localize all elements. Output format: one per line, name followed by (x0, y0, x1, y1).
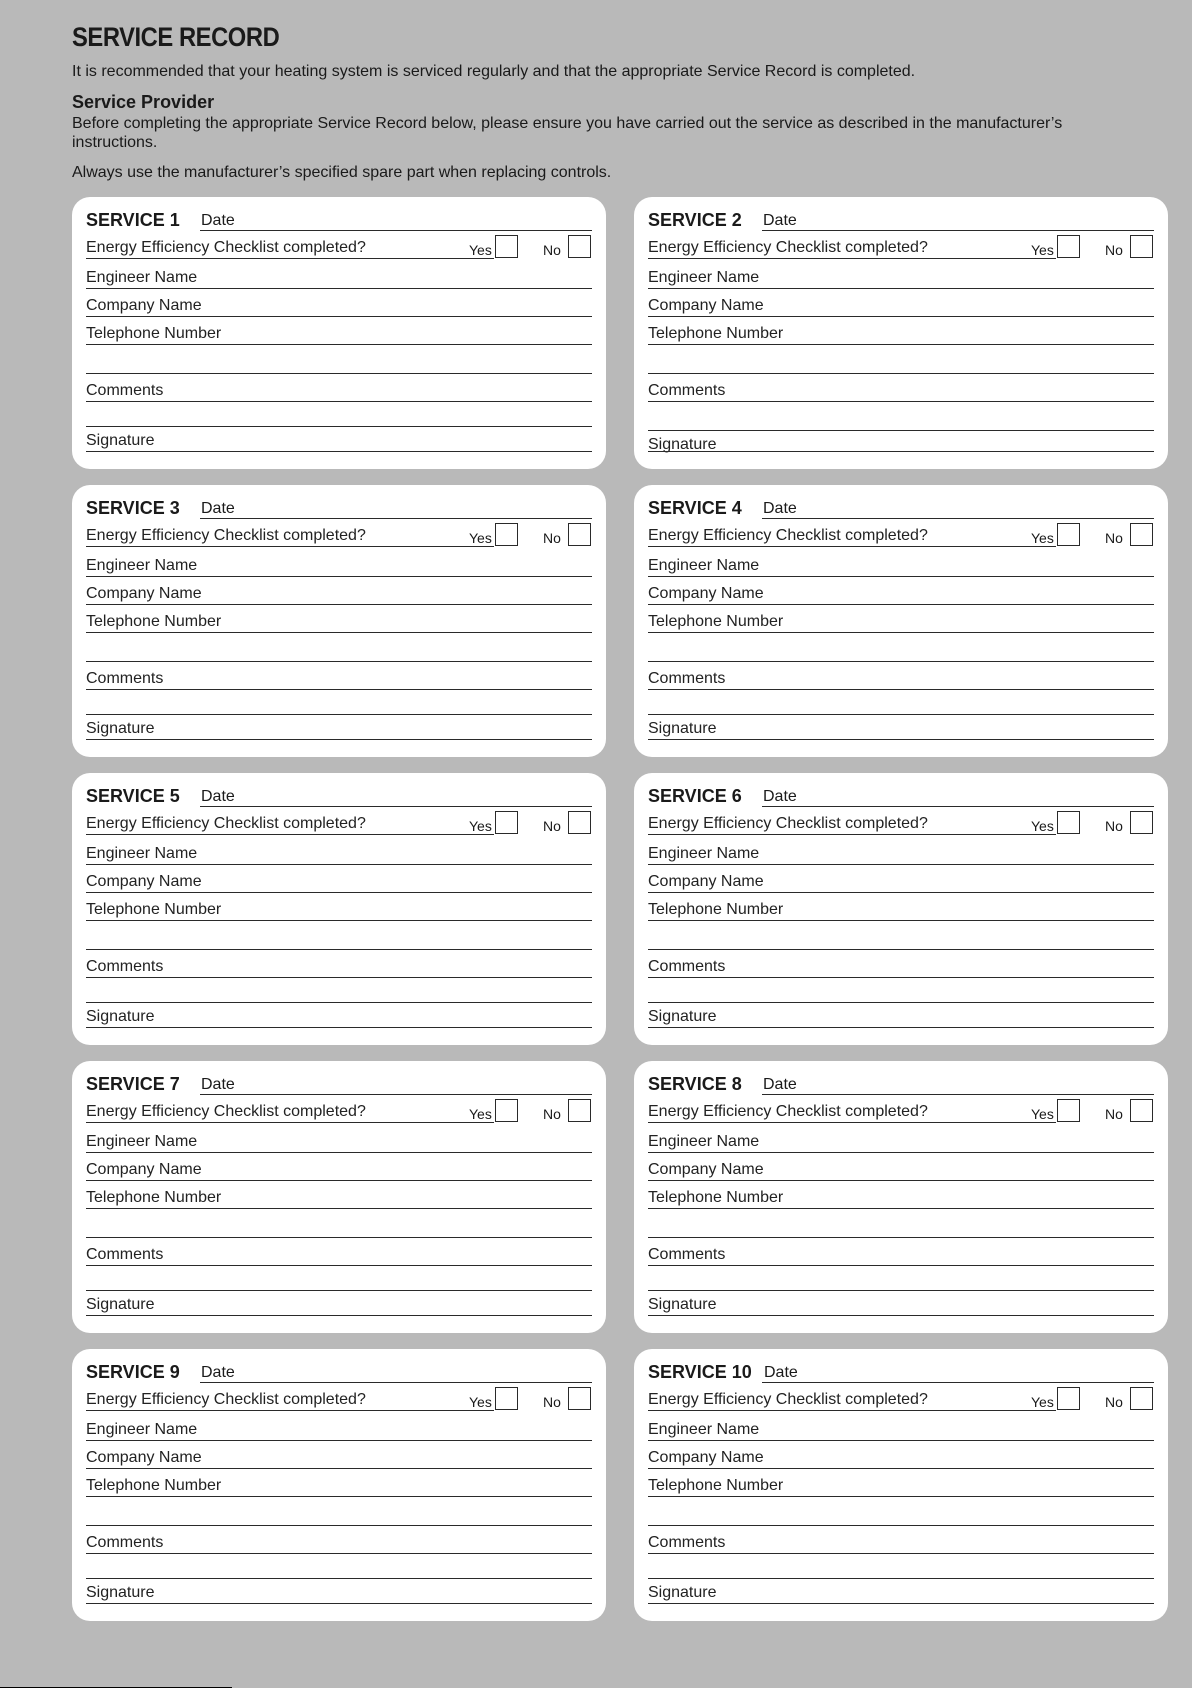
telephone-label: Telephone Number (648, 901, 784, 918)
no-checkbox[interactable] (568, 1099, 591, 1122)
engineer-name-field[interactable] (648, 576, 1154, 577)
comments-label: Comments (86, 382, 164, 399)
engineer-name-field[interactable] (86, 1440, 592, 1441)
telephone-number-field[interactable] (86, 1496, 592, 1497)
date-label: Date (201, 1076, 235, 1093)
yes-checkbox[interactable] (495, 523, 518, 546)
yes-label: Yes (1031, 1106, 1054, 1122)
date-label: Date (201, 788, 235, 805)
engineer-label: Engineer Name (648, 1421, 760, 1438)
yes-label: Yes (469, 1106, 492, 1122)
date-label: Date (763, 1076, 797, 1093)
no-label: No (543, 1106, 561, 1122)
date-label: Date (763, 500, 797, 517)
service-card-body (648, 773, 1154, 1045)
comments-field[interactable] (86, 689, 592, 690)
yes-label: Yes (469, 242, 492, 258)
service-card-body (86, 197, 592, 469)
page-title: SERVICE RECORD (72, 22, 280, 52)
yes-checkbox[interactable] (1057, 1099, 1080, 1122)
telephone-label: Telephone Number (86, 901, 222, 918)
engineer-label: Engineer Name (648, 1133, 760, 1150)
company-label: Company Name (648, 1161, 764, 1178)
checklist-label: Energy Efficiency Checklist completed? (86, 1391, 366, 1408)
company-label: Company Name (86, 585, 202, 602)
service-card (72, 773, 606, 1045)
no-label: No (543, 530, 561, 546)
telephone-number-field[interactable] (648, 632, 1154, 633)
yes-label: Yes (469, 530, 492, 546)
comments-field[interactable] (648, 401, 1154, 402)
comments-extra-line[interactable] (648, 430, 1154, 431)
service-card-body (648, 1349, 1154, 1621)
comments-field[interactable] (648, 977, 1154, 978)
checklist-label: Energy Efficiency Checklist completed? (648, 239, 928, 256)
comments-label: Comments (86, 958, 164, 975)
checklist-rule (648, 1122, 1056, 1123)
service-title: SERVICE 2 (648, 210, 742, 230)
service-card-body (648, 197, 1154, 469)
engineer-name-field[interactable] (86, 288, 592, 289)
comments-extra-line[interactable] (648, 714, 1154, 715)
date-field[interactable] (762, 518, 1154, 519)
engineer-label: Engineer Name (86, 1133, 198, 1150)
engineer-label: Engineer Name (648, 269, 760, 286)
telephone-number-field[interactable] (86, 1208, 592, 1209)
signature-field[interactable] (86, 1027, 592, 1028)
comments-label: Comments (648, 1246, 726, 1263)
telephone-extra-line[interactable] (648, 949, 1154, 950)
comments-field[interactable] (86, 977, 592, 978)
service-title: SERVICE 7 (86, 1074, 180, 1094)
checklist-label: Energy Efficiency Checklist completed? (86, 239, 366, 256)
no-checkbox[interactable] (1130, 523, 1153, 546)
yes-checkbox[interactable] (1057, 811, 1080, 834)
signature-field[interactable] (648, 451, 1154, 452)
company-name-field[interactable] (648, 1180, 1154, 1181)
comments-label: Comments (86, 1534, 164, 1551)
comments-label: Comments (648, 670, 726, 687)
company-label: Company Name (648, 297, 764, 314)
yes-label: Yes (1031, 242, 1054, 258)
date-label: Date (201, 212, 235, 229)
yes-label: Yes (1031, 818, 1054, 834)
no-checkbox[interactable] (1130, 1387, 1153, 1410)
service-title: SERVICE 9 (86, 1362, 180, 1382)
company-label: Company Name (86, 1449, 202, 1466)
comments-extra-line[interactable] (86, 1290, 592, 1291)
date-field[interactable] (200, 1382, 592, 1383)
service-card (634, 485, 1168, 757)
telephone-extra-line[interactable] (648, 1525, 1154, 1526)
comments-field[interactable] (648, 1265, 1154, 1266)
no-label: No (1105, 1394, 1123, 1410)
telephone-label: Telephone Number (648, 325, 784, 342)
checklist-label: Energy Efficiency Checklist completed? (648, 1391, 928, 1408)
signature-field[interactable] (648, 739, 1154, 740)
engineer-label: Engineer Name (648, 845, 760, 862)
no-checkbox[interactable] (568, 811, 591, 834)
no-label: No (543, 1394, 561, 1410)
telephone-label: Telephone Number (86, 613, 222, 630)
telephone-extra-line[interactable] (86, 373, 592, 374)
signature-label: Signature (648, 1008, 717, 1025)
service-title: SERVICE 5 (86, 786, 180, 806)
engineer-name-field[interactable] (648, 1440, 1154, 1441)
signature-field[interactable] (86, 451, 592, 452)
comments-field[interactable] (86, 401, 592, 402)
service-card (72, 485, 606, 757)
company-name-field[interactable] (86, 316, 592, 317)
checklist-rule (86, 546, 494, 547)
company-label: Company Name (86, 873, 202, 890)
no-label: No (543, 242, 561, 258)
comments-extra-line[interactable] (86, 1002, 592, 1003)
checklist-rule (648, 258, 1056, 259)
date-label: Date (763, 212, 797, 229)
checklist-label: Energy Efficiency Checklist completed? (86, 815, 366, 832)
service-title: SERVICE 10 (648, 1362, 752, 1382)
checklist-rule (648, 834, 1056, 835)
telephone-number-field[interactable] (648, 1208, 1154, 1209)
telephone-extra-line[interactable] (648, 661, 1154, 662)
engineer-label: Engineer Name (86, 269, 198, 286)
checklist-label: Energy Efficiency Checklist completed? (648, 815, 928, 832)
no-checkbox[interactable] (568, 523, 591, 546)
company-label: Company Name (86, 297, 202, 314)
comments-extra-line[interactable] (648, 1290, 1154, 1291)
company-name-field[interactable] (86, 892, 592, 893)
checklist-rule (86, 258, 494, 259)
yes-label: Yes (469, 1394, 492, 1410)
signature-label: Signature (648, 436, 717, 453)
page-header (72, 22, 1132, 182)
checklist-rule (648, 1410, 1056, 1411)
engineer-name-field[interactable] (648, 1152, 1154, 1153)
date-field[interactable] (762, 806, 1154, 807)
telephone-number-field[interactable] (86, 632, 592, 633)
date-field[interactable] (200, 1094, 592, 1095)
telephone-label: Telephone Number (648, 1189, 784, 1206)
comments-label: Comments (648, 382, 726, 399)
no-label: No (1105, 1106, 1123, 1122)
company-name-field[interactable] (648, 1468, 1154, 1469)
service-card-body (86, 773, 592, 1045)
service-card-body (86, 485, 592, 757)
company-label: Company Name (648, 585, 764, 602)
company-name-field[interactable] (648, 604, 1154, 605)
signature-field[interactable] (648, 1603, 1154, 1604)
yes-checkbox[interactable] (495, 1099, 518, 1122)
service-card-body (648, 1061, 1154, 1333)
company-label: Company Name (648, 1449, 764, 1466)
no-label: No (1105, 530, 1123, 546)
service-card-body (86, 1061, 592, 1333)
engineer-label: Engineer Name (648, 557, 760, 574)
service-card (634, 1349, 1168, 1621)
intro-text: It is recommended that your heating system is serviced regularly and that the appropriate Service Record is completed. (72, 63, 916, 80)
service-card (634, 197, 1168, 469)
no-checkbox[interactable] (1130, 1099, 1153, 1122)
telephone-extra-line[interactable] (648, 1237, 1154, 1238)
date-field[interactable] (762, 1382, 1154, 1383)
checklist-rule (86, 1410, 494, 1411)
date-field[interactable] (762, 230, 1154, 231)
no-label: No (543, 818, 561, 834)
no-checkbox[interactable] (568, 235, 591, 258)
signature-label: Signature (648, 1584, 717, 1601)
company-name-field[interactable] (86, 1180, 592, 1181)
date-label: Date (201, 1364, 235, 1381)
telephone-number-field[interactable] (648, 920, 1154, 921)
yes-checkbox[interactable] (495, 235, 518, 258)
comments-extra-line[interactable] (86, 714, 592, 715)
service-card (634, 1061, 1168, 1333)
engineer-name-field[interactable] (86, 1152, 592, 1153)
service-title: SERVICE 8 (648, 1074, 742, 1094)
signature-label: Signature (86, 1008, 155, 1025)
company-label: Company Name (86, 1161, 202, 1178)
signature-field[interactable] (648, 1315, 1154, 1316)
service-card (72, 197, 606, 469)
engineer-name-field[interactable] (86, 864, 592, 865)
telephone-number-field[interactable] (648, 344, 1154, 345)
signature-label: Signature (648, 720, 717, 737)
engineer-name-field[interactable] (648, 864, 1154, 865)
no-label: No (1105, 818, 1123, 834)
signature-label: Signature (86, 432, 155, 449)
yes-label: Yes (1031, 1394, 1054, 1410)
company-name-field[interactable] (86, 1468, 592, 1469)
company-name-field[interactable] (648, 316, 1154, 317)
service-card (72, 1349, 606, 1621)
telephone-label: Telephone Number (86, 1477, 222, 1494)
date-field[interactable] (762, 1094, 1154, 1095)
signature-label: Signature (86, 1296, 155, 1313)
service-title: SERVICE 3 (86, 498, 180, 518)
telephone-extra-line[interactable] (648, 373, 1154, 374)
date-label: Date (763, 788, 797, 805)
comments-extra-line[interactable] (86, 426, 592, 427)
company-name-field[interactable] (86, 604, 592, 605)
telephone-label: Telephone Number (86, 325, 222, 342)
checklist-rule (86, 834, 494, 835)
date-label: Date (201, 500, 235, 517)
no-checkbox[interactable] (1130, 235, 1153, 258)
telephone-label: Telephone Number (648, 613, 784, 630)
service-title: SERVICE 6 (648, 786, 742, 806)
company-name-field[interactable] (648, 892, 1154, 893)
signature-label: Signature (86, 720, 155, 737)
company-label: Company Name (648, 873, 764, 890)
service-card (634, 773, 1168, 1045)
yes-checkbox[interactable] (1057, 523, 1080, 546)
yes-label: Yes (1031, 530, 1054, 546)
signature-field[interactable] (648, 1027, 1154, 1028)
comments-field[interactable] (648, 689, 1154, 690)
date-field[interactable] (200, 806, 592, 807)
comments-extra-line[interactable] (86, 1578, 592, 1579)
date-label: Date (764, 1364, 798, 1381)
instructions-text: Before completing the appropriate Service Record below, please ensure you have carried out the service as described in the manufacturer’s instructions. (72, 115, 1063, 151)
yes-checkbox[interactable] (1057, 235, 1080, 258)
service-provider-heading: Service Provider (72, 92, 215, 112)
engineer-name-field[interactable] (86, 576, 592, 577)
comments-extra-line[interactable] (648, 1002, 1154, 1003)
comments-field[interactable] (86, 1265, 592, 1266)
signature-label: Signature (648, 1296, 717, 1313)
no-checkbox[interactable] (568, 1387, 591, 1410)
telephone-extra-line[interactable] (86, 1237, 592, 1238)
service-card-body (648, 485, 1154, 757)
checklist-label: Energy Efficiency Checklist completed? (86, 527, 366, 544)
comments-label: Comments (648, 958, 726, 975)
engineer-label: Engineer Name (86, 557, 198, 574)
comments-label: Comments (86, 670, 164, 687)
telephone-label: Telephone Number (86, 1189, 222, 1206)
service-card (72, 1061, 606, 1333)
checklist-label: Energy Efficiency Checklist completed? (648, 527, 928, 544)
comments-label: Comments (648, 1534, 726, 1551)
telephone-extra-line[interactable] (86, 1525, 592, 1526)
comments-field[interactable] (86, 1553, 592, 1554)
yes-label: Yes (469, 818, 492, 834)
date-field[interactable] (200, 230, 592, 231)
service-title: SERVICE 1 (86, 210, 180, 230)
no-checkbox[interactable] (1130, 811, 1153, 834)
telephone-number-field[interactable] (648, 1496, 1154, 1497)
telephone-extra-line[interactable] (86, 949, 592, 950)
signature-field[interactable] (86, 739, 592, 740)
comments-extra-line[interactable] (648, 1578, 1154, 1579)
engineer-label: Engineer Name (86, 1421, 198, 1438)
signature-field[interactable] (86, 1315, 592, 1316)
yes-checkbox[interactable] (495, 1387, 518, 1410)
engineer-name-field[interactable] (648, 288, 1154, 289)
yes-checkbox[interactable] (1057, 1387, 1080, 1410)
no-label: No (1105, 242, 1123, 258)
service-title: SERVICE 4 (648, 498, 742, 518)
checklist-label: Energy Efficiency Checklist completed? (648, 1103, 928, 1120)
checklist-label: Energy Efficiency Checklist completed? (86, 1103, 366, 1120)
date-field[interactable] (200, 518, 592, 519)
telephone-number-field[interactable] (86, 344, 592, 345)
checklist-rule (86, 1122, 494, 1123)
checklist-rule (648, 546, 1056, 547)
telephone-number-field[interactable] (86, 920, 592, 921)
signature-label: Signature (86, 1584, 155, 1601)
signature-field[interactable] (86, 1603, 592, 1604)
telephone-label: Telephone Number (648, 1477, 784, 1494)
comments-label: Comments (86, 1246, 164, 1263)
comments-field[interactable] (648, 1553, 1154, 1554)
spare-parts-note: Always use the manufacturer’s specified spare part when replacing controls. (72, 164, 612, 181)
telephone-extra-line[interactable] (86, 661, 592, 662)
service-card-body (86, 1349, 592, 1621)
engineer-label: Engineer Name (86, 845, 198, 862)
yes-checkbox[interactable] (495, 811, 518, 834)
